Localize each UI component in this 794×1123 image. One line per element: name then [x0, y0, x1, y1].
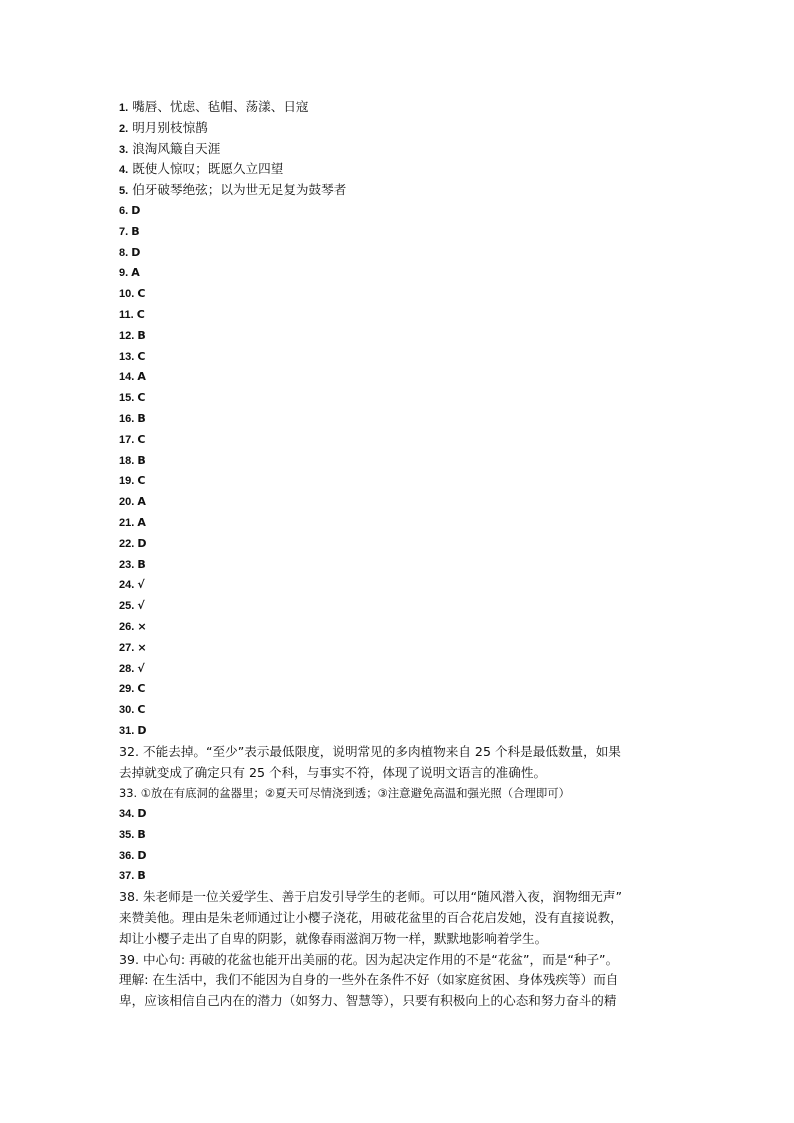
question-number: 37. — [119, 870, 135, 883]
answer-text: D — [137, 848, 147, 862]
answer-text: C — [137, 287, 146, 301]
answer-text: B — [137, 453, 146, 467]
answer-line — [119, 222, 689, 243]
answer-line — [119, 263, 689, 284]
answer-text: √ — [137, 661, 145, 675]
answer-text: 伯牙破琴绝弦；以为世无足复为鼓琴者 — [132, 182, 347, 198]
question-number: 3. — [119, 143, 129, 156]
answer-text: D — [137, 807, 147, 821]
answer-line — [119, 679, 689, 700]
answer-text: C — [137, 682, 146, 696]
answer-line — [119, 617, 689, 638]
question-number: 21. — [119, 516, 135, 529]
answer-text: A — [131, 266, 140, 280]
answer-paragraph-line: 卑，应该相信自己内在的潜力（如努力、智慧等），只要有积极向上的心态和努力奋斗的精 — [119, 993, 617, 1009]
answer-text: B — [137, 869, 146, 883]
answer-line — [119, 326, 689, 347]
answer-line — [119, 555, 689, 576]
answer-line — [119, 201, 689, 222]
answer-line — [119, 430, 689, 451]
question-number: 27. — [119, 641, 135, 654]
answer-paragraph-line: 33. ①放在有底洞的盆器里；②夏天可尽情浇到透；③注意避免高温和强光照（合理即可） — [119, 786, 571, 801]
answer-line — [119, 471, 689, 492]
answer-text: × — [137, 619, 147, 633]
answer-text: D — [137, 723, 147, 737]
answer-text: A — [137, 515, 146, 529]
question-number: 18. — [119, 454, 135, 467]
question-number: 11. — [119, 308, 134, 321]
answer-paragraph-line: 理解: 在生活中，我们不能因为自身的一些外在条件不好（如家庭贫困、身体残疾等）而自 — [119, 972, 619, 988]
answer-line — [119, 180, 689, 201]
answer-line — [119, 388, 689, 409]
answer-paragraph-line: 39. 中心句: 再破的花盆也能开出美丽的花。因为起决定作用的不是“花盆”，而是“种子”。 — [119, 951, 619, 967]
answer-text: A — [137, 495, 146, 509]
question-number: 28. — [119, 662, 135, 675]
answer-text: B — [137, 328, 146, 342]
answer-text: B — [137, 411, 146, 425]
answer-line — [119, 451, 689, 472]
question-number: 4. — [119, 164, 129, 177]
question-number: 30. — [119, 704, 135, 717]
answer-text: 浪淘风簸自天涯 — [132, 140, 221, 156]
question-number: 24. — [119, 579, 135, 592]
answer-text: D — [131, 245, 141, 259]
question-number: 8. — [119, 246, 129, 259]
answer-text: × — [137, 640, 147, 654]
answer-line — [119, 575, 689, 596]
question-number: 35. — [119, 828, 135, 841]
question-number: 13. — [119, 350, 135, 363]
answer-text: 嘴唇、忧虑、毡帽、荡漾、日寇 — [132, 99, 309, 114]
answer-text: B — [137, 827, 146, 841]
question-number: 17. — [119, 433, 135, 446]
answer-line — [119, 367, 689, 388]
question-number: 6. — [119, 204, 129, 217]
question-number: 15. — [119, 392, 135, 405]
answer-content — [119, 97, 689, 1012]
answer-line — [119, 721, 689, 742]
question-number: 16. — [119, 412, 135, 425]
answer-text: C — [137, 474, 146, 488]
question-number: 26. — [119, 620, 135, 633]
answer-text: D — [131, 203, 141, 217]
answer-line — [119, 118, 689, 139]
question-number: 10. — [119, 288, 135, 301]
answer-text: 明月别枝惊鹊 — [132, 119, 208, 135]
answer-line — [119, 700, 689, 721]
question-number: 19. — [119, 475, 135, 488]
answer-text: C — [137, 432, 146, 446]
answer-line — [119, 804, 689, 825]
question-number: 2. — [119, 122, 129, 135]
question-number: 1. — [119, 102, 129, 114]
question-number: 12. — [119, 329, 135, 342]
answer-paragraph-line: 38. 朱老师是一位关爱学生、善于启发引导学生的老师。可以用“随风潜入夜，润物细无声” — [119, 889, 623, 905]
answer-text: D — [137, 536, 147, 550]
question-number: 20. — [119, 496, 135, 509]
answer-line — [119, 825, 689, 846]
answer-text: √ — [137, 599, 145, 613]
question-number: 9. — [119, 267, 129, 280]
question-number: 31. — [119, 724, 135, 737]
answer-line — [119, 409, 689, 430]
question-number: 5. — [119, 185, 129, 198]
answer-line — [119, 305, 689, 326]
answer-text: 既使人惊叹；既愿久立四望 — [132, 161, 284, 177]
answer-line — [119, 243, 689, 264]
answer-line — [119, 492, 689, 513]
question-number: 7. — [119, 225, 129, 238]
answer-line — [119, 638, 689, 659]
answer-line — [119, 139, 689, 160]
answer-line — [119, 347, 689, 368]
question-number: 14. — [119, 371, 135, 384]
answer-line — [119, 534, 689, 555]
question-number: 36. — [119, 849, 135, 862]
answer-line — [119, 159, 689, 180]
answer-text: A — [137, 370, 146, 384]
answer-text: C — [137, 703, 146, 717]
answer-line — [119, 596, 689, 617]
question-number: 29. — [119, 683, 135, 696]
question-number: 22. — [119, 537, 135, 550]
answer-text: C — [137, 391, 146, 405]
answer-text: B — [131, 224, 140, 238]
answer-text: C — [136, 307, 145, 321]
answer-text: C — [137, 349, 146, 363]
answer-paragraph-line: 却让小樱子走出了自卑的阴影，就像春雨滋润万物一样，默默地影响着学生。 — [119, 930, 548, 946]
answer-line — [119, 659, 689, 680]
question-number: 25. — [119, 600, 135, 613]
question-number: 34. — [119, 808, 135, 821]
question-number: 23. — [119, 558, 135, 571]
answer-text: B — [137, 557, 146, 571]
answer-line — [119, 866, 689, 887]
answer-text: √ — [137, 578, 145, 592]
answer-line — [119, 284, 689, 305]
answer-line — [119, 97, 689, 118]
answer-paragraph-line: 32. 不能去掉。“至少”表示最低限度，说明常见的多肉植物来自 25 个科是最低数量，如果 — [119, 743, 621, 759]
answer-paragraph-line: 去掉就变成了确定只有 25 个科，与事实不符，体现了说明文语言的准确性。 — [119, 764, 547, 780]
answer-line — [119, 846, 689, 867]
answer-paragraph-line: 来赞美他。理由是朱老师通过让小樱子浇花，用破花盆里的百合花启发她，没有直接说教， — [119, 910, 623, 926]
answer-line — [119, 513, 689, 534]
